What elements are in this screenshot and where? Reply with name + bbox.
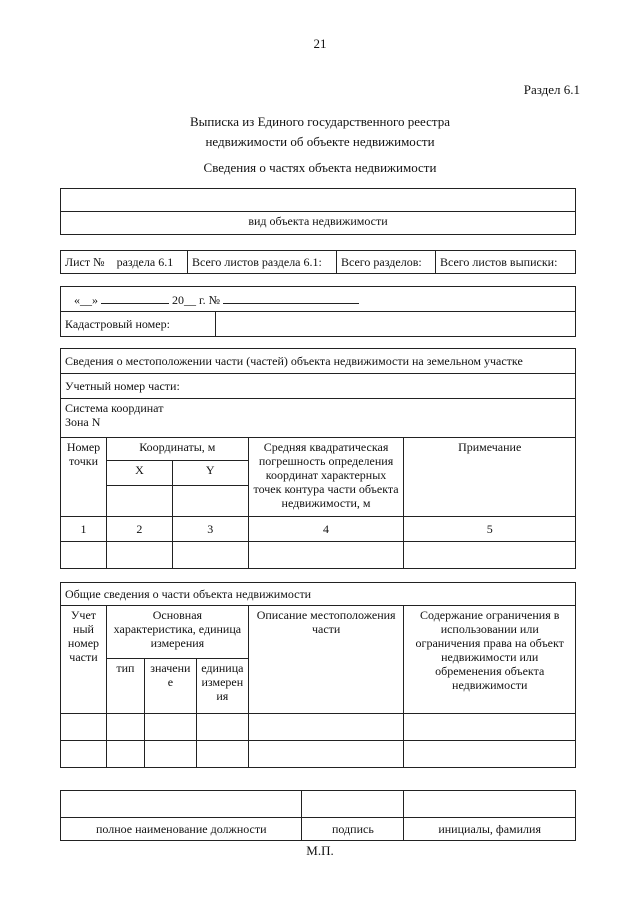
account-cell[interactable] xyxy=(61,741,107,768)
object-type-value[interactable] xyxy=(61,189,576,212)
table-row xyxy=(61,714,576,741)
total-sheets-section-label: Всего листов раздела 6.1: xyxy=(188,251,337,274)
type-cell[interactable] xyxy=(106,714,144,741)
col-unit: единица измерен ия xyxy=(196,659,248,714)
signature-table xyxy=(60,790,576,841)
initials-label: инициалы, фамилия xyxy=(404,818,576,841)
signature-field[interactable] xyxy=(302,791,404,818)
value-cell[interactable] xyxy=(144,741,196,768)
col-main-characteristic: Основная характеристика, единица измерения xyxy=(106,606,248,659)
col-x: X xyxy=(106,461,172,486)
col-error: Средняя квадратическая погрешность определения координат характерных точек контура части объекта недвижимости, м xyxy=(248,438,404,517)
num-3: 3 xyxy=(172,517,248,542)
document-number-field[interactable] xyxy=(223,291,359,304)
total-sections-label: Всего разделов: xyxy=(337,251,436,274)
col-account-number: Учет ный номер части xyxy=(61,606,107,714)
sheet-number-label: Лист № xyxy=(65,255,105,269)
unit-cell[interactable] xyxy=(196,714,248,741)
note-cell[interactable] xyxy=(404,542,576,569)
general-table xyxy=(60,582,576,768)
document-title xyxy=(0,112,640,152)
account-cell[interactable] xyxy=(61,714,107,741)
cadastral-value[interactable] xyxy=(216,312,576,337)
description-cell[interactable] xyxy=(248,741,404,768)
general-header: Общие сведения о части объекта недвижимости xyxy=(61,583,576,606)
unit-cell[interactable] xyxy=(196,741,248,768)
stamp-label: М.П. xyxy=(306,843,334,858)
cadastral-label: Кадастровый номер: xyxy=(61,312,216,337)
col-value: значени е xyxy=(144,659,196,714)
position-label: полное наименование должности xyxy=(61,818,302,841)
col-type: тип xyxy=(106,659,144,714)
x-blank xyxy=(106,486,172,517)
num-5: 5 xyxy=(404,517,576,542)
content-cell[interactable] xyxy=(404,714,576,741)
sheet-section-label: раздела 6.1 xyxy=(116,255,174,269)
error-cell[interactable] xyxy=(248,542,404,569)
account-number-label: Учетный номер части: xyxy=(61,374,576,399)
col-note: Примечание xyxy=(404,438,576,517)
point-cell[interactable] xyxy=(61,542,107,569)
location-header: Сведения о местоположении части (частей) объекта недвижимости на земельном участке xyxy=(61,349,576,374)
col-description: Описание местоположения части xyxy=(248,606,404,714)
table-row xyxy=(61,542,576,569)
document-subtitle: Сведения о частях объекта недвижимости xyxy=(203,160,437,175)
y-blank xyxy=(172,486,248,517)
table-row xyxy=(61,741,576,768)
date-year: 20__ г. № xyxy=(172,293,221,307)
object-type-table xyxy=(60,188,576,235)
page-number: 21 xyxy=(313,36,327,51)
col-coordinates: Координаты, м xyxy=(106,438,248,461)
object-type-label: вид объекта недвижимости xyxy=(61,212,576,235)
date-cadastral-table xyxy=(60,286,576,337)
num-4: 4 xyxy=(248,517,404,542)
x-cell[interactable] xyxy=(106,542,172,569)
sheet-number-cell xyxy=(61,251,188,274)
type-cell[interactable] xyxy=(106,741,144,768)
value-cell[interactable] xyxy=(144,714,196,741)
title-line-2: недвижимости об объекте недвижимости xyxy=(205,134,435,149)
position-field[interactable] xyxy=(61,791,302,818)
zone-label: Зона N xyxy=(65,415,101,429)
num-2: 2 xyxy=(106,517,172,542)
section-label: Раздел 6.1 xyxy=(523,82,580,97)
y-cell[interactable] xyxy=(172,542,248,569)
col-point-number: Номер точки xyxy=(61,438,107,517)
content-cell[interactable] xyxy=(404,741,576,768)
description-cell[interactable] xyxy=(248,714,404,741)
col-y: Y xyxy=(172,461,248,486)
sheet-info-table xyxy=(60,250,576,274)
coord-system-cell xyxy=(61,399,576,438)
date-day: «__» xyxy=(74,293,98,307)
date-cell xyxy=(61,287,576,312)
date-month-field[interactable] xyxy=(101,291,169,304)
initials-field[interactable] xyxy=(404,791,576,818)
location-table xyxy=(60,348,576,569)
col-content: Содержание ограничения в использовании или ограничения права на объект недвижимости или обременения объекта недвижимости xyxy=(404,606,576,714)
num-1: 1 xyxy=(61,517,107,542)
coord-system-label: Система координат xyxy=(65,401,164,415)
signature-label: подпись xyxy=(302,818,404,841)
title-line-1: Выписка из Единого государственного реестра xyxy=(190,114,450,129)
total-sheets-extract-label: Всего листов выписки: xyxy=(436,251,576,274)
